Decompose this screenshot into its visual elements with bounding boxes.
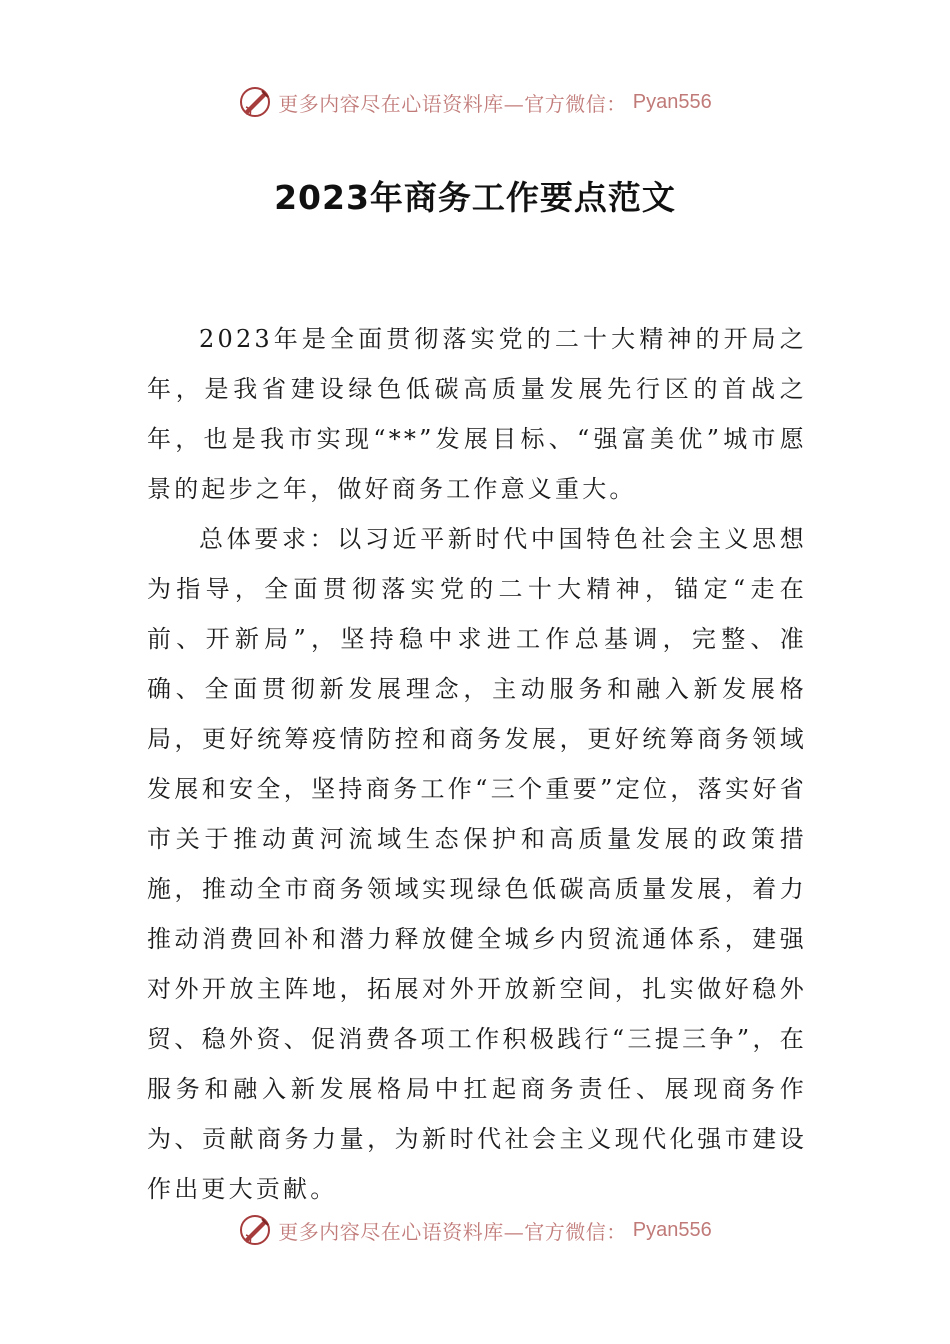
document-body: [147, 314, 807, 1214]
document-title: 2023年商务工作要点范文: [274, 178, 676, 217]
footer-banner: [0, 1210, 950, 1250]
paragraph-requirements: 总体要求：以习近平新时代中国特色社会主义思想为指导，全面贯彻落实党的二十大精神，锚定“走在前、开新局”，坚持稳中求进工作总基调，完整、准确、全面贯彻新发展理念，主动服务和融入新发展格局，更好统筹疫情防控和商务发展，更好统筹商务领域发展和安全，坚持商务工作“三个重要”定位，落实好省市关于推动黄河流域生态保护和高质量发展的政策措施，推动全市商务领域实现绿色低碳高质量发展，着力推动消费回补和潜力释放健全城乡内贸流通体系，建强对外开放主阵地，拓展对外开放新空间，扎实做好稳外贸、稳外资、促消费各项工作积极践行“三提三争”，在服务和融入新发展格局中扛起商务责任、展现商务作为、贡献商务力量，为新时代社会主义现代化强市建设作出更大贡献。: [147, 525, 807, 1203]
paragraph-intro: 2023年是全面贯彻落实党的二十大精神的开局之年，是我省建设绿色低碳高质量发展先行区的首战之年，也是我市实现“**”发展目标、“强富美优”城市愿景的起步之年，做好商务工作意义重大。: [147, 325, 807, 503]
quill-pen-logo-icon: [238, 85, 272, 119]
banner-text: 更多内容尽在心语资料库—官方微信：: [278, 1219, 627, 1244]
wechat-id: Pyan556: [632, 90, 712, 113]
quill-pen-logo-icon: [238, 1213, 272, 1247]
header-banner: [0, 82, 950, 122]
wechat-id: Pyan556: [632, 1218, 712, 1241]
banner-text: 更多内容尽在心语资料库—官方微信：: [278, 91, 627, 116]
